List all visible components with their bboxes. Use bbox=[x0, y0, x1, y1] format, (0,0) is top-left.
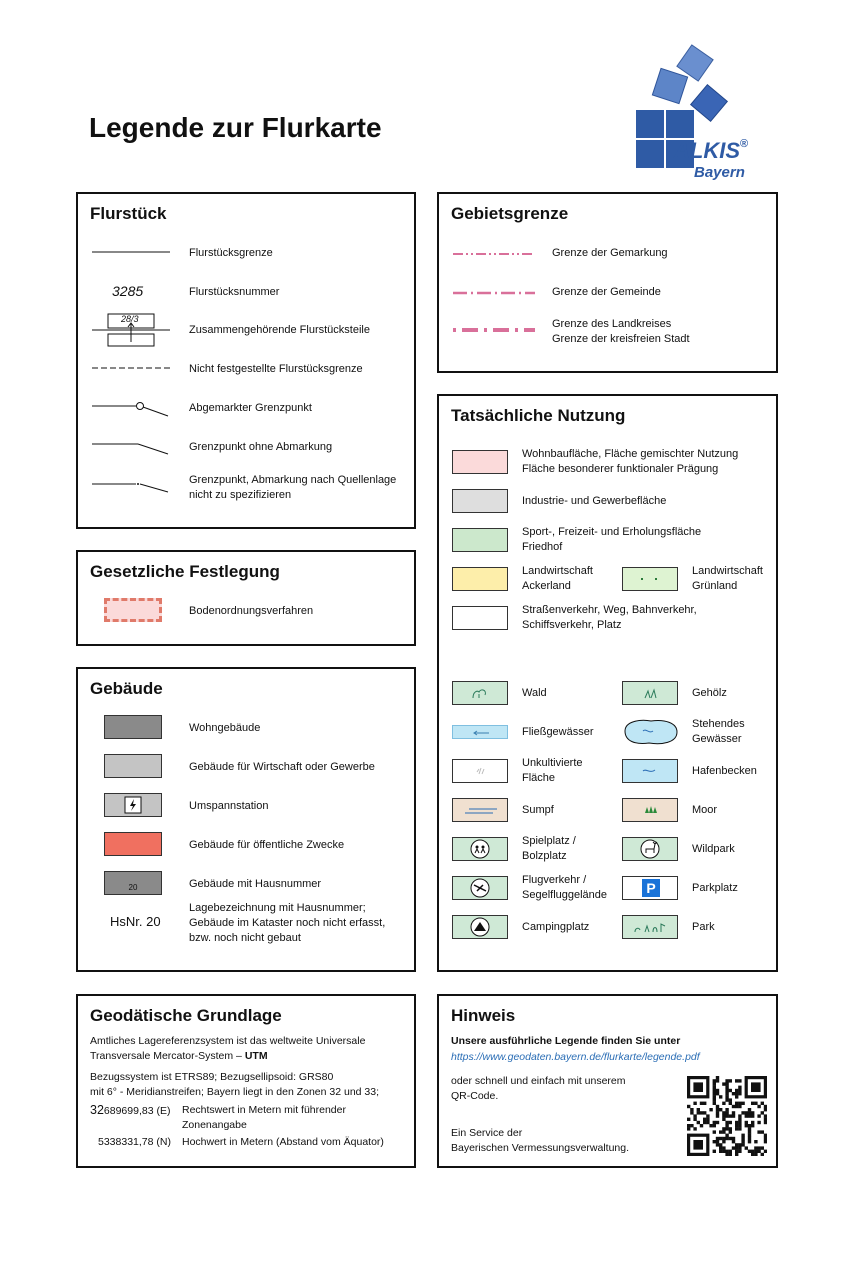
park-label: Park bbox=[692, 921, 715, 933]
ohne-abmarkung-label: Grenzpunkt ohne Abmarkung bbox=[189, 441, 333, 453]
gemarkung-line-icon bbox=[451, 244, 537, 264]
zusammengehoerend-label: Zusammengehörende Flurstücksteile bbox=[189, 324, 370, 336]
unmarked-point-icon bbox=[90, 432, 172, 462]
flurstueck-heading: Flurstück bbox=[90, 204, 167, 223]
flurstuecksgrenze-label: Flurstücksgrenze bbox=[189, 247, 273, 259]
wald-label: Wald bbox=[522, 687, 547, 699]
wohngebaeude-swatch bbox=[104, 715, 162, 739]
stehendes-gewaesser-label: Stehendes Gewässer bbox=[692, 718, 745, 745]
wildpark-label: Wildpark bbox=[692, 843, 735, 855]
geodaetisch-p1a: Amtliches Lagereferenzsystem ist das weltweite Universale bbox=[90, 1035, 366, 1047]
abgemarkt-label: Abgemarkter Grenzpunkt bbox=[189, 402, 312, 414]
rechtswert-text: Rechtswert in Metern mit führender Zonenangabe bbox=[182, 1104, 346, 1131]
wohngebaeude-label: Wohngebäude bbox=[189, 722, 261, 734]
camping-swatch bbox=[452, 915, 508, 939]
gebaeude-heading: Gebäude bbox=[90, 679, 163, 698]
landkreis-line-icon bbox=[451, 320, 537, 340]
grass-tuft-icon bbox=[453, 760, 507, 782]
alkis-text: ALKIS bbox=[674, 138, 740, 163]
flurstuecksnummer-label: Flurstücksnummer bbox=[189, 286, 280, 298]
zone-prefix: 32 bbox=[90, 1103, 104, 1117]
wohnbau-swatch bbox=[452, 450, 508, 474]
alkis-sub: Bayern bbox=[694, 164, 745, 181]
gebietsgrenze-heading: Gebietsgrenze bbox=[451, 204, 569, 223]
hsnr-sample: HsNr. 20 bbox=[110, 914, 161, 929]
qr-code-icon bbox=[687, 1076, 767, 1156]
unkultiviert-swatch bbox=[452, 759, 508, 783]
geodaetisch-section bbox=[76, 994, 416, 1168]
parking-icon: P bbox=[642, 879, 660, 897]
fliessgewaesser-swatch bbox=[452, 725, 508, 739]
unspezifiziert-label: Grenzpunkt, Abmarkung nach Quellenlage nicht zu spezifizieren bbox=[189, 474, 397, 501]
flugverkehr-label: Flugverkehr / Segelfluggelände bbox=[522, 874, 608, 901]
parcel-number-sample: 3285 bbox=[112, 283, 144, 299]
lagebezeichnung-label: Lagebezeichnung mit Hausnummer; Gebäude im Kataster noch nicht erfasst, bzw. noch nicht gebaut bbox=[189, 902, 386, 944]
gesetzlich-section bbox=[76, 550, 416, 646]
flurstueck-section bbox=[76, 192, 416, 529]
sumpf-swatch bbox=[452, 798, 508, 822]
gewerbe-gebaeude-swatch bbox=[104, 754, 162, 778]
hinweis-heading: Hinweis bbox=[451, 1006, 516, 1025]
hausnummer-label: Gebäude mit Hausnummer bbox=[189, 878, 322, 890]
spielplatz-swatch bbox=[452, 837, 508, 861]
gehoelz-swatch bbox=[622, 681, 678, 705]
gruenland-swatch bbox=[622, 567, 678, 591]
wave-icon bbox=[623, 760, 677, 782]
flugverkehr-swatch bbox=[452, 876, 508, 900]
nicht-festgestellt-label: Nicht festgestellte Flurstücksgrenze bbox=[189, 363, 363, 375]
gebaeude-section bbox=[76, 667, 416, 972]
ackerland-swatch bbox=[452, 567, 508, 591]
tent-icon bbox=[453, 916, 507, 938]
moor-label: Moor bbox=[692, 804, 718, 816]
deer-icon bbox=[623, 838, 677, 860]
unkultiviert-label: Unkultivierte Fläche bbox=[522, 757, 583, 784]
ackerland-label: Landwirtschaft Ackerland bbox=[522, 565, 593, 592]
moor-swatch bbox=[622, 798, 678, 822]
parkplatz-label: Parkplatz bbox=[692, 882, 738, 894]
hochwert-value: 5338331,78 (N) bbox=[98, 1136, 171, 1148]
flow-arrow-icon bbox=[453, 727, 507, 739]
fliessgewaesser-label: Fließgewässer bbox=[522, 726, 594, 738]
umspannstation-label: Umspannstation bbox=[189, 800, 269, 812]
wohnbau-label: Wohnbaufläche, Fläche gemischter Nutzung Fläche besonderer funktionaler Prägung bbox=[522, 448, 739, 475]
legend-pdf-link[interactable]: https://www.geodaten.bayern.de/flurkarte/legende.pdf bbox=[451, 1051, 700, 1063]
oeffentlich-swatch bbox=[104, 832, 162, 856]
landkreis-label: Grenze des Landkreises Grenze der kreisfreien Stadt bbox=[552, 318, 690, 345]
verkehr-swatch bbox=[452, 606, 508, 630]
verkehr-label: Straßenverkehr, Weg, Bahnverkehr, Schiffsverkehr, Platz bbox=[522, 604, 697, 631]
parkplatz-swatch bbox=[622, 876, 678, 900]
rechtswert-number: 689699,83 (E) bbox=[103, 1105, 171, 1117]
house-number: 20 bbox=[128, 883, 138, 892]
hinweis-p2: oder schnell und einfach mit unserem QR-Code. bbox=[451, 1075, 626, 1102]
marked-point-icon bbox=[90, 394, 172, 424]
geodaetisch-heading: Geodätische Grundlage bbox=[90, 1006, 282, 1025]
gebietsgrenze-section bbox=[437, 192, 778, 373]
playground-icon bbox=[453, 838, 507, 860]
bodenordnung-label: Bodenordnungsverfahren bbox=[189, 605, 314, 617]
geodaetisch-p1b: Transversale Mercator-System – bbox=[90, 1050, 245, 1062]
gruenland-label: Landwirtschaft Grünland bbox=[692, 565, 763, 592]
sport-label: Sport-, Freizeit- und Erholungsfläche Friedhof bbox=[522, 526, 702, 553]
parts-sample: 28/3 bbox=[121, 314, 139, 324]
page-title: Legende zur Flurkarte bbox=[89, 112, 382, 143]
hinweis-bold: Unsere ausführliche Legende finden Sie unter bbox=[451, 1035, 681, 1047]
unspecified-point-icon bbox=[90, 472, 172, 502]
bodenordnung-swatch bbox=[104, 598, 162, 622]
hinweis-section bbox=[437, 994, 778, 1168]
gemeinde-line-icon bbox=[451, 283, 537, 303]
park-swatch bbox=[622, 915, 678, 939]
boundary-line-icon bbox=[90, 242, 172, 262]
nutzung-heading: Tatsächliche Nutzung bbox=[451, 406, 626, 425]
tree-icon bbox=[453, 682, 507, 704]
dashed-boundary-icon bbox=[90, 358, 172, 378]
lake-icon bbox=[621, 717, 681, 747]
marsh-icon bbox=[453, 799, 507, 821]
lightning-icon bbox=[124, 796, 142, 814]
sport-swatch bbox=[452, 528, 508, 552]
hafenbecken-swatch bbox=[622, 759, 678, 783]
moor-grass-icon bbox=[623, 799, 677, 821]
industrie-label: Industrie- und Gewerbefläche bbox=[522, 495, 667, 507]
wildpark-swatch bbox=[622, 837, 678, 861]
airplane-icon bbox=[453, 877, 507, 899]
wald-swatch bbox=[452, 681, 508, 705]
sumpf-label: Sumpf bbox=[522, 804, 554, 816]
hafenbecken-label: Hafenbecken bbox=[692, 765, 757, 777]
nutzung-section bbox=[437, 394, 778, 972]
gemarkung-label: Grenze der Gemarkung bbox=[552, 247, 668, 259]
qr-code[interactable] bbox=[687, 1076, 767, 1156]
geodaetisch-p2: Bezugssystem ist ETRS89; Bezugsellipsoid: GRS80 mit 6° - Meridianstreifen; Bayern liegt in den Zonen 32 und 33; bbox=[90, 1071, 380, 1098]
industrie-swatch bbox=[452, 489, 508, 513]
gewerbe-gebaeude-label: Gebäude für Wirtschaft oder Gewerbe bbox=[189, 761, 375, 773]
oeffentlich-label: Gebäude für öffentliche Zwecke bbox=[189, 839, 345, 851]
shrub-icon bbox=[623, 682, 677, 704]
hochwert-text: Hochwert in Metern (Abstand vom Äquator) bbox=[182, 1136, 384, 1148]
spielplatz-label: Spielplatz / Bolzplatz bbox=[522, 835, 576, 862]
utm-label: UTM bbox=[244, 1050, 268, 1062]
alkis-reg: ® bbox=[740, 138, 749, 150]
rechtswert-value bbox=[90, 1103, 170, 1119]
park-tree-icon bbox=[623, 916, 677, 938]
gehoelz-label: Gehölz bbox=[692, 687, 727, 699]
gesetzlich-heading: Gesetzliche Festlegung bbox=[90, 562, 280, 581]
hausnummer-swatch bbox=[104, 871, 162, 895]
hinweis-p3: Ein Service der Bayerischen Vermessungsverwaltung. bbox=[451, 1127, 630, 1154]
umspannstation-swatch bbox=[104, 793, 162, 817]
camping-label: Campingplatz bbox=[522, 921, 590, 933]
geodaetisch-p1 bbox=[90, 1049, 268, 1064]
gemeinde-label: Grenze der Gemeinde bbox=[552, 286, 661, 298]
alkis-logo bbox=[630, 44, 770, 184]
